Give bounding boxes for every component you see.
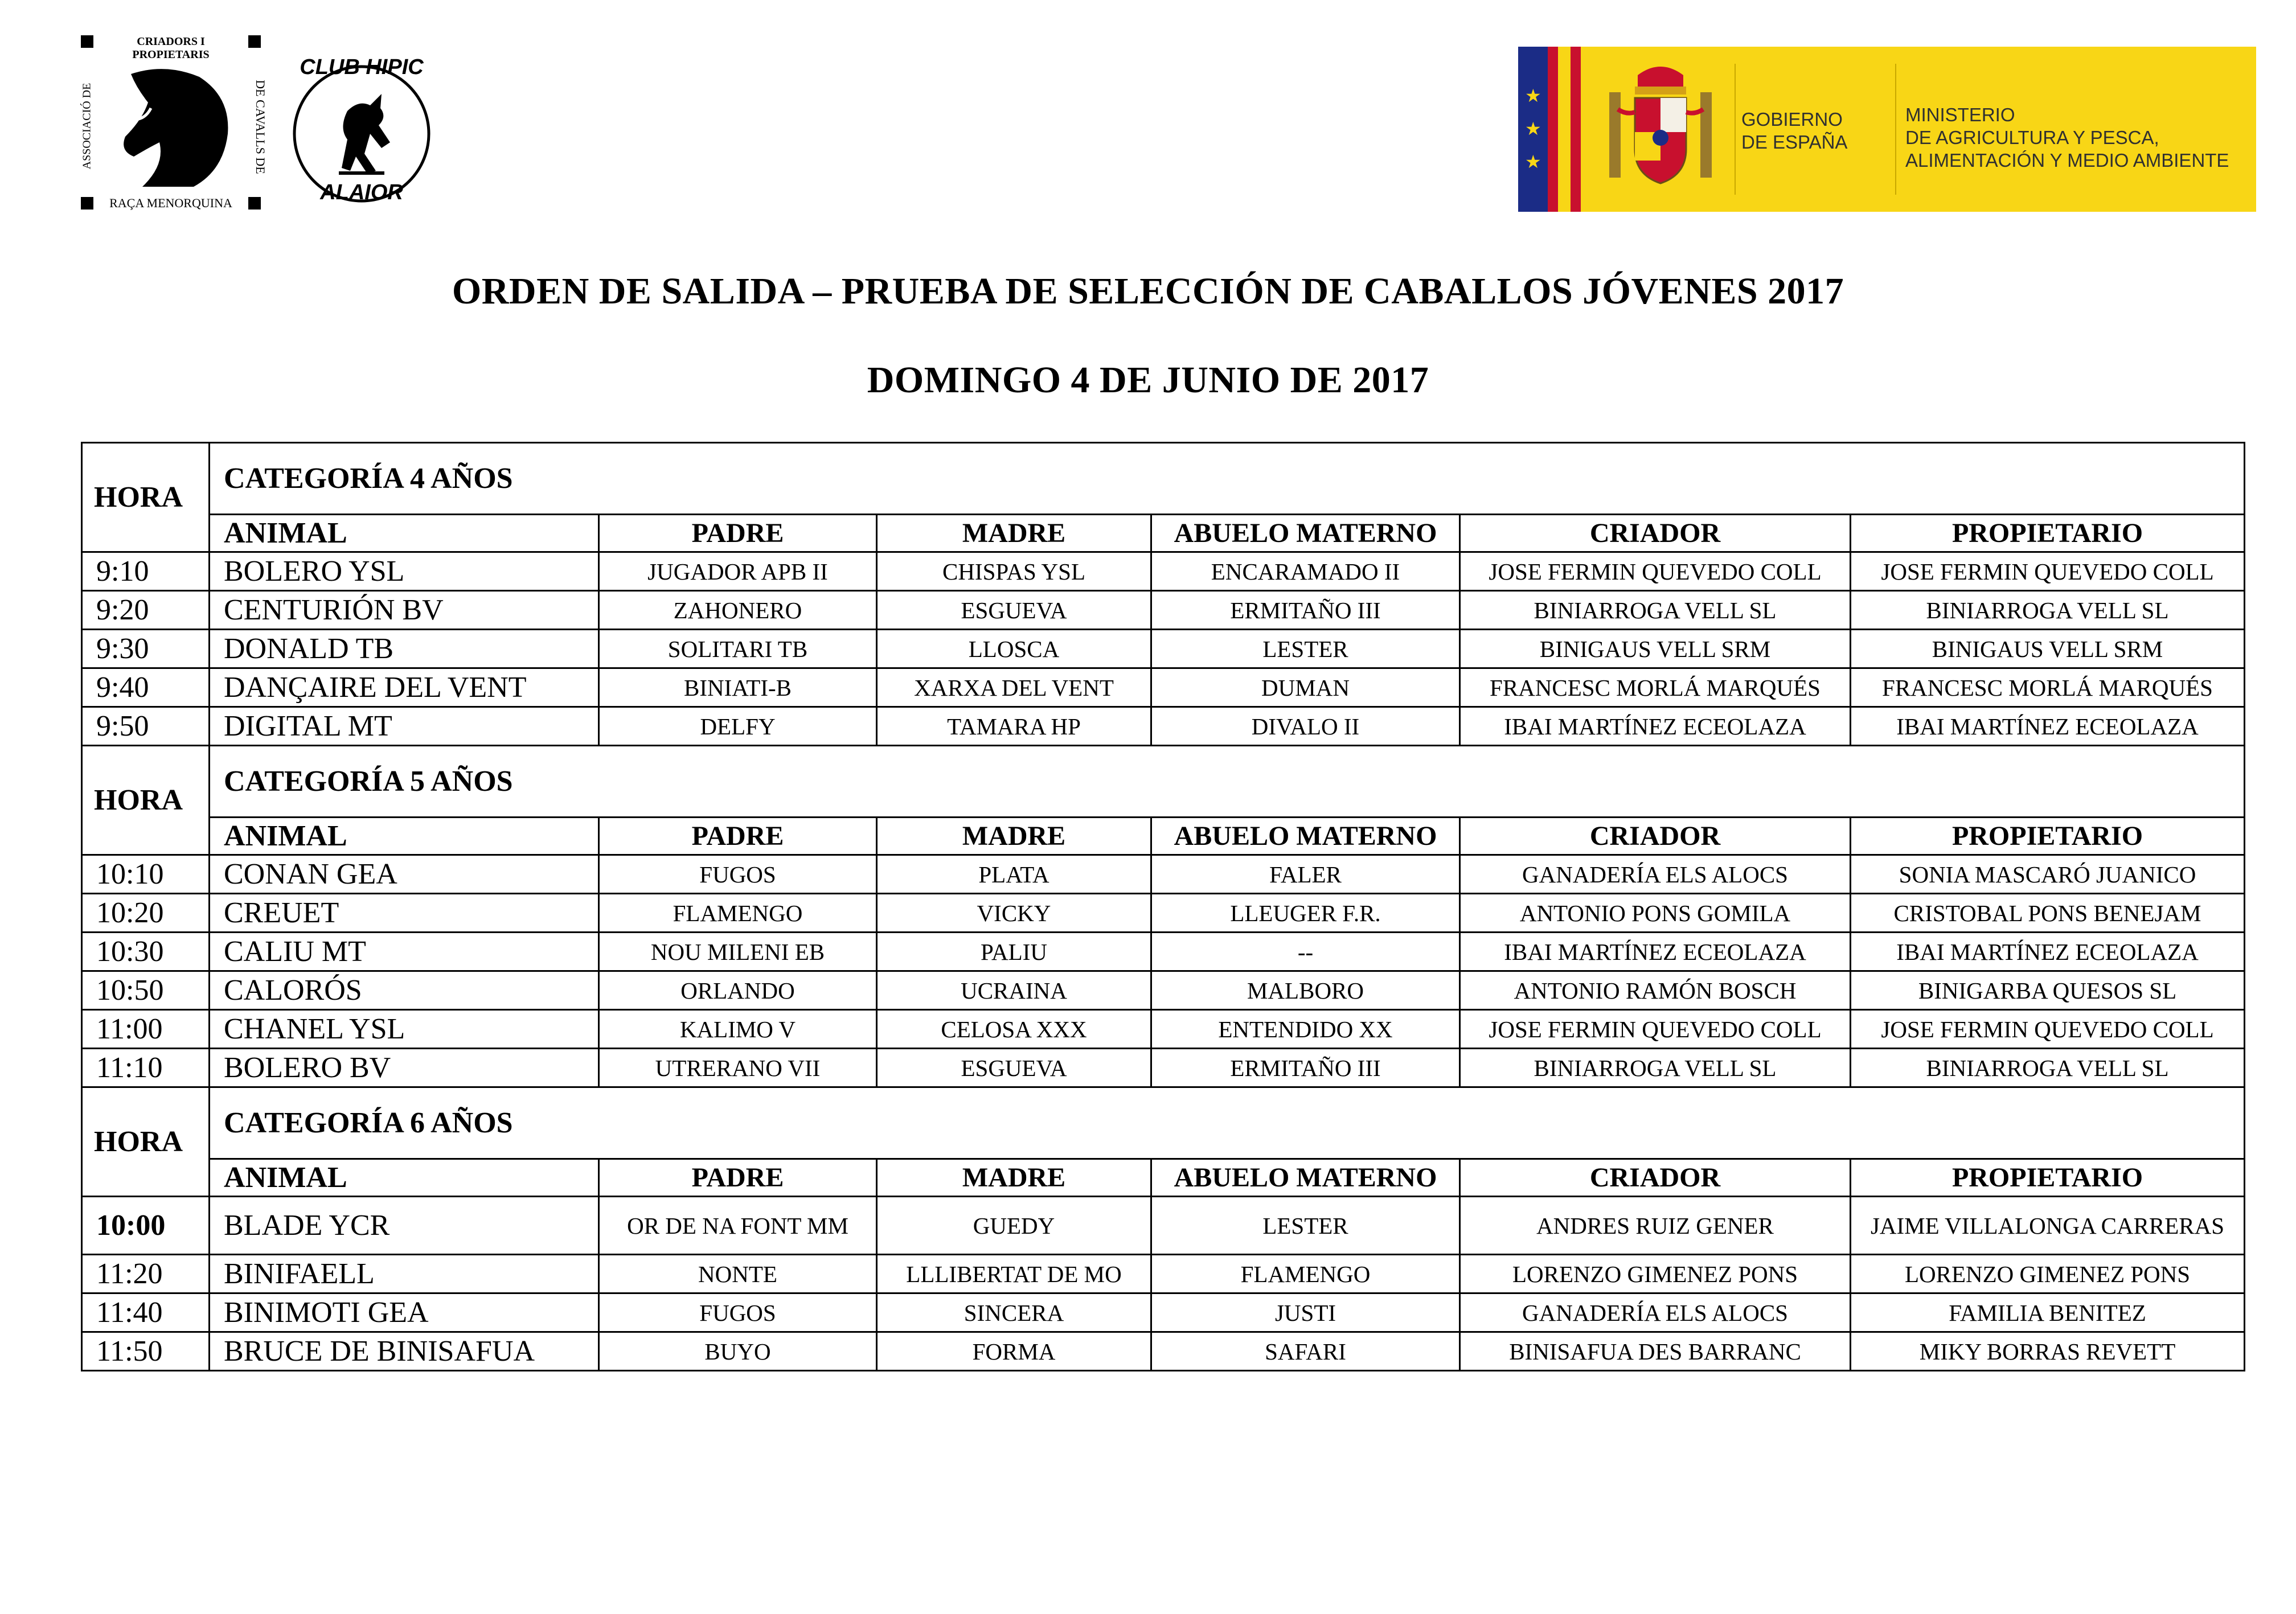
animal-name: CREUET <box>210 894 599 933</box>
category-title: CATEGORÍA 4 AÑOS <box>210 443 2245 515</box>
criador-cell: BINIARROGA VELL SL <box>1460 1049 1851 1087</box>
abuelo-cell: LESTER <box>1151 630 1460 668</box>
star-icon: ★ <box>1525 118 1541 139</box>
column-header: PROPIETARIO <box>1851 818 2245 855</box>
animal-name: CALIU MT <box>210 933 599 971</box>
table-row <box>82 1255 2245 1293</box>
criador-cell: ANTONIO RAMÓN BOSCH <box>1460 971 1851 1010</box>
madre-cell: XARXA DEL VENT <box>877 668 1151 707</box>
association-left-text: ASSOCIACIÓ DE <box>80 83 93 170</box>
criador-cell: JOSE FERMIN QUEVEDO COLL <box>1460 552 1851 591</box>
table-row <box>82 630 2245 668</box>
propietario-cell: FRANCESC MORLÁ MARQUÉS <box>1851 668 2245 707</box>
padre-cell: ZAHONERO <box>599 591 877 630</box>
madre-cell: ESGUEVA <box>877 591 1151 630</box>
separator <box>1895 64 1896 195</box>
criador-cell: IBAI MARTÍNEZ ECEOLAZA <box>1460 933 1851 971</box>
category-header-row <box>82 1087 2245 1159</box>
start-order-table <box>81 442 2245 1371</box>
madre-cell: LLOSCA <box>877 630 1151 668</box>
propietario-cell: BINIARROGA VELL SL <box>1851 1049 2245 1087</box>
start-time: 9:50 <box>82 707 210 746</box>
government-name <box>1741 108 1847 154</box>
hora-header: HORA <box>82 746 210 855</box>
padre-cell: DELFY <box>599 707 877 746</box>
star-icon: ★ <box>1525 151 1541 173</box>
start-time: 11:50 <box>82 1332 210 1371</box>
madre-cell: ESGUEVA <box>877 1049 1151 1087</box>
padre-cell: FLAMENGO <box>599 894 877 933</box>
madre-cell: SINCERA <box>877 1293 1151 1332</box>
table-row <box>82 591 2245 630</box>
column-header: PROPIETARIO <box>1851 1159 2245 1197</box>
column-header: MADRE <box>877 818 1151 855</box>
table-row <box>82 707 2245 746</box>
criador-cell: BINIARROGA VELL SL <box>1460 591 1851 630</box>
criador-cell: GANADERÍA ELS ALOCS <box>1460 855 1851 894</box>
padre-cell: KALIMO V <box>599 1010 877 1049</box>
animal-name: BOLERO BV <box>210 1049 599 1087</box>
criador-cell: BINIGAUS VELL SRM <box>1460 630 1851 668</box>
abuelo-cell: SAFARI <box>1151 1332 1460 1371</box>
start-time: 9:30 <box>82 630 210 668</box>
animal-header: ANIMAL <box>210 1159 599 1197</box>
coat-of-arms-icon <box>1604 58 1717 198</box>
column-header: CRIADOR <box>1460 1159 1851 1197</box>
column-header: CRIADOR <box>1460 818 1851 855</box>
animal-name: BLADE YCR <box>210 1197 599 1255</box>
category-title: CATEGORÍA 5 AÑOS <box>210 746 2245 818</box>
propietario-cell: CRISTOBAL PONS BENEJAM <box>1851 894 2245 933</box>
propietario-cell: IBAI MARTÍNEZ ECEOLAZA <box>1851 707 2245 746</box>
animal-name: DANÇAIRE DEL VENT <box>210 668 599 707</box>
column-header: ABUELO MATERNO <box>1151 515 1460 552</box>
abuelo-cell: DIVALO II <box>1151 707 1460 746</box>
padre-cell: BINIATI-B <box>599 668 877 707</box>
propietario-cell: SONIA MASCARÓ JUANICO <box>1851 855 2245 894</box>
start-time: 10:20 <box>82 894 210 933</box>
propietario-cell: BINIARROGA VELL SL <box>1851 591 2245 630</box>
madre-cell: LLLIBERTAT DE MO <box>877 1255 1151 1293</box>
propietario-cell: MIKY BORRAS REVETT <box>1851 1332 2245 1371</box>
star-icon: ★ <box>1525 85 1541 106</box>
madre-cell: CHISPAS YSL <box>877 552 1151 591</box>
madre-cell: UCRAINA <box>877 971 1151 1010</box>
padre-cell: NOU MILENI EB <box>599 933 877 971</box>
madre-cell: PALIU <box>877 933 1151 971</box>
association-top-text: CRIADORS I PROPIETARIS <box>132 35 210 61</box>
abuelo-cell: MALBORO <box>1151 971 1460 1010</box>
category-title: CATEGORÍA 6 AÑOS <box>210 1087 2245 1159</box>
start-time: 11:00 <box>82 1010 210 1049</box>
ministry-name <box>1905 104 2229 172</box>
propietario-cell: LORENZO GIMENEZ PONS <box>1851 1255 2245 1293</box>
flag-stripe-red <box>1548 47 1558 212</box>
ministry-line: MINISTERIO <box>1905 104 2015 125</box>
club-top-text: CLUB HIPIC <box>300 55 424 79</box>
association-logo <box>80 34 268 211</box>
abuelo-cell: ERMITAÑO III <box>1151 591 1460 630</box>
propietario-cell: BINIGAUS VELL SRM <box>1851 630 2245 668</box>
table-row <box>82 971 2245 1010</box>
club-bottom-text: ALAIOR <box>320 180 403 204</box>
start-time: 10:00 <box>82 1197 210 1255</box>
club-hipic-logo <box>285 48 438 213</box>
propietario-cell: JOSE FERMIN QUEVEDO COLL <box>1851 1010 2245 1049</box>
abuelo-cell: ENTENDIDO XX <box>1151 1010 1460 1049</box>
propietario-cell: IBAI MARTÍNEZ ECEOLAZA <box>1851 933 2245 971</box>
government-line: DE ESPAÑA <box>1741 132 1848 153</box>
column-header: PADRE <box>599 515 877 552</box>
animal-name: CENTURIÓN BV <box>210 591 599 630</box>
animal-name: DIGITAL MT <box>210 707 599 746</box>
abuelo-cell: FLAMENGO <box>1151 1255 1460 1293</box>
start-time: 10:30 <box>82 933 210 971</box>
category-header-row <box>82 443 2245 515</box>
table-row <box>82 855 2245 894</box>
abuelo-cell: ERMITAÑO III <box>1151 1049 1460 1087</box>
eu-flag-stripe <box>1518 47 1548 212</box>
start-time: 11:20 <box>82 1255 210 1293</box>
column-header: ABUELO MATERNO <box>1151 818 1460 855</box>
animal-name: BOLERO YSL <box>210 552 599 591</box>
column-header-row <box>82 1159 2245 1197</box>
animal-name: BINIFAELL <box>210 1255 599 1293</box>
start-time: 9:20 <box>82 591 210 630</box>
animal-name: BINIMOTI GEA <box>210 1293 599 1332</box>
ministry-line: ALIMENTACIÓN Y MEDIO AMBIENTE <box>1905 150 2229 171</box>
propietario-cell: JOSE FERMIN QUEVEDO COLL <box>1851 552 2245 591</box>
abuelo-cell: ENCARAMADO II <box>1151 552 1460 591</box>
criador-cell: ANDRES RUIZ GENER <box>1460 1197 1851 1255</box>
page-title: ORDEN DE SALIDA – PRUEBA DE SELECCIÓN DE CABALLOS JÓVENES 2017 <box>452 270 1844 312</box>
criador-cell: JOSE FERMIN QUEVEDO COLL <box>1460 1010 1851 1049</box>
flag-stripe-yellow <box>1558 47 1571 212</box>
table-row <box>82 1049 2245 1087</box>
propietario-cell: FAMILIA BENITEZ <box>1851 1293 2245 1332</box>
propietario-cell: BINIGARBA QUESOS SL <box>1851 971 2245 1010</box>
animal-header: ANIMAL <box>210 515 599 552</box>
start-time: 9:10 <box>82 552 210 591</box>
category-header-row <box>82 746 2245 818</box>
madre-cell: TAMARA HP <box>877 707 1151 746</box>
hora-header: HORA <box>82 1087 210 1197</box>
start-time: 11:40 <box>82 1293 210 1332</box>
column-header: MADRE <box>877 515 1151 552</box>
madre-cell: VICKY <box>877 894 1151 933</box>
abuelo-cell: JUSTI <box>1151 1293 1460 1332</box>
column-header: CRIADOR <box>1460 515 1851 552</box>
start-time: 9:40 <box>82 668 210 707</box>
column-header: PADRE <box>599 1159 877 1197</box>
table-row <box>82 1293 2245 1332</box>
madre-cell: CELOSA XXX <box>877 1010 1151 1049</box>
table-row <box>82 552 2245 591</box>
abuelo-cell: -- <box>1151 933 1460 971</box>
start-time: 10:10 <box>82 855 210 894</box>
table-row <box>82 894 2245 933</box>
table-row <box>82 1010 2245 1049</box>
criador-cell: LORENZO GIMENEZ PONS <box>1460 1255 1851 1293</box>
start-time: 10:50 <box>82 971 210 1010</box>
criador-cell: ANTONIO PONS GOMILA <box>1460 894 1851 933</box>
padre-cell: UTRERANO VII <box>599 1049 877 1087</box>
padre-cell: NONTE <box>599 1255 877 1293</box>
padre-cell: ORLANDO <box>599 971 877 1010</box>
column-header: ABUELO MATERNO <box>1151 1159 1460 1197</box>
padre-cell: FUGOS <box>599 855 877 894</box>
column-header-row <box>82 515 2245 552</box>
abuelo-cell: LESTER <box>1151 1197 1460 1255</box>
criador-cell: BINISAFUA DES BARRANC <box>1460 1332 1851 1371</box>
abuelo-cell: FALER <box>1151 855 1460 894</box>
column-header: MADRE <box>877 1159 1151 1197</box>
padre-cell: JUGADOR APB II <box>599 552 877 591</box>
animal-name: CALORÓS <box>210 971 599 1010</box>
propietario-cell: JAIME VILLALONGA CARRERAS <box>1851 1197 2245 1255</box>
madre-cell: GUEDY <box>877 1197 1151 1255</box>
government-line: GOBIERNO <box>1741 109 1843 130</box>
table-row <box>82 933 2245 971</box>
animal-name: CHANEL YSL <box>210 1010 599 1049</box>
flag-stripe-red <box>1571 47 1581 212</box>
abuelo-cell: LLEUGER F.R. <box>1151 894 1460 933</box>
association-right-text: DE CAVALLS DE <box>253 80 268 174</box>
table-row <box>82 668 2245 707</box>
padre-cell: FUGOS <box>599 1293 877 1332</box>
table-row <box>82 1197 2245 1255</box>
column-header: PADRE <box>599 818 877 855</box>
column-header-row <box>82 818 2245 855</box>
animal-header: ANIMAL <box>210 818 599 855</box>
table-row <box>82 1332 2245 1371</box>
animal-name: DONALD TB <box>210 630 599 668</box>
criador-cell: IBAI MARTÍNEZ ECEOLAZA <box>1460 707 1851 746</box>
madre-cell: FORMA <box>877 1332 1151 1371</box>
abuelo-cell: DUMAN <box>1151 668 1460 707</box>
separator <box>1735 64 1736 195</box>
padre-cell: OR DE NA FONT MM <box>599 1197 877 1255</box>
criador-cell: GANADERÍA ELS ALOCS <box>1460 1293 1851 1332</box>
animal-name: CONAN GEA <box>210 855 599 894</box>
page-subtitle: DOMINGO 4 DE JUNIO DE 2017 <box>867 359 1429 401</box>
criador-cell: FRANCESC MORLÁ MARQUÉS <box>1460 668 1851 707</box>
start-time: 11:10 <box>82 1049 210 1087</box>
column-header: PROPIETARIO <box>1851 515 2245 552</box>
madre-cell: PLATA <box>877 855 1151 894</box>
padre-cell: BUYO <box>599 1332 877 1371</box>
association-bottom-text: RAÇA MENORQUINA <box>109 196 232 210</box>
animal-name: BRUCE DE BINISAFUA <box>210 1332 599 1371</box>
ministry-line: DE AGRICULTURA Y PESCA, <box>1905 127 2159 148</box>
government-logo <box>1518 47 2256 212</box>
hora-header: HORA <box>82 443 210 552</box>
padre-cell: SOLITARI TB <box>599 630 877 668</box>
